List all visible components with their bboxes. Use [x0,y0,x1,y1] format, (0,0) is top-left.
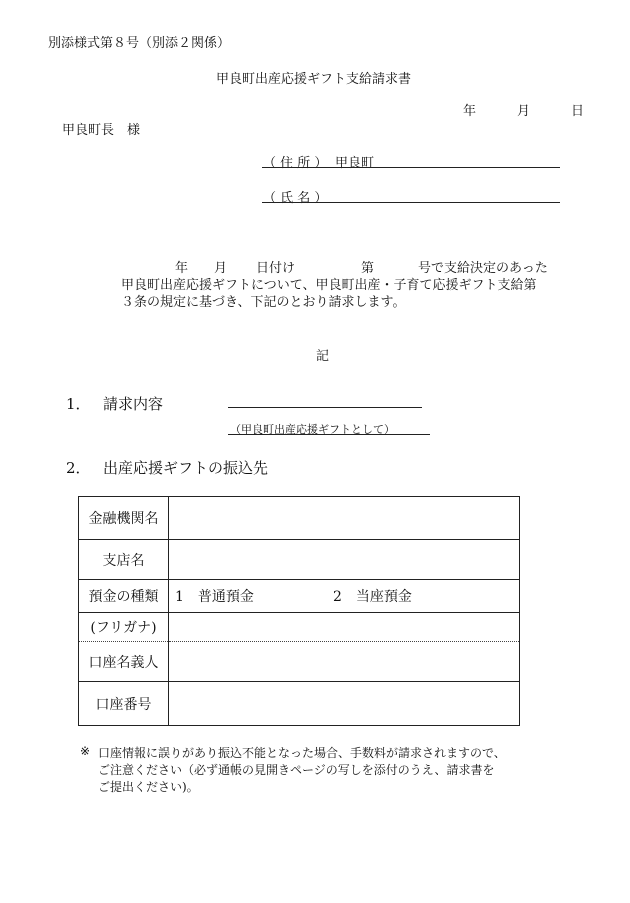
address-value: 甲良町 [335,156,375,171]
account-holder-label: 口座名義人 [79,642,169,682]
section2-label: 出産応援ギフトの振込先 [103,459,269,477]
form-number: 別添様式第８号（別添２関係） [48,36,231,51]
address-label: （ 住 所 ） [263,156,328,171]
section1-label: 請求内容 [103,395,164,413]
date-day: 日 [571,104,585,119]
section1-note-underline [228,434,430,435]
section1-note: （甲良町出産応援ギフトとして） [230,423,395,436]
bank-name-field[interactable] [169,497,520,540]
name-label: （ 氏 名 ） [263,191,328,206]
bank-name-label: 金融機関名 [79,497,169,540]
body-line2: 甲良町出産応援ギフトについて、甲良町出産・子育て応援ギフト支給第 [121,278,537,293]
footnote-line2: ご注意ください（必ず通帳の見開きページの写しを添付のうえ、請求書を [98,763,495,777]
bank-account-table [78,496,520,726]
body-dated: 日付け [256,261,296,276]
body-month: 月 [214,261,228,276]
deposit-option-ordinary[interactable]: 1 普通預金 [175,589,254,605]
furigana-label: (フリガナ) [79,613,169,642]
footnote-line3: ご提出ください)。 [98,780,199,794]
date-year: 年 [463,104,477,119]
form-title: 甲良町出産応援ギフト支給請求書 [216,72,412,87]
deposit-type-field[interactable] [169,580,520,613]
furigana-field[interactable] [169,613,520,642]
body-year: 年 [175,261,189,276]
footnote-line1: 口座情報に誤りがあり振込不能となった場合、手数料が請求されますので、 [98,746,506,760]
addressee: 甲良町長 様 [62,123,141,138]
date-month: 月 [517,104,531,119]
deposit-type-label: 預金の種類 [79,580,169,613]
section1-number: 1． [66,395,91,413]
account-number-field[interactable] [169,682,520,726]
account-holder-field[interactable] [169,642,520,682]
name-line[interactable] [262,202,560,203]
address-line[interactable] [262,167,560,168]
footnote-mark: ※ [80,744,91,758]
body-line3: ３条の規定に基づき、下記のとおり請求します。 [121,295,406,310]
deposit-option-current[interactable]: 2 当座預金 [333,589,412,605]
section2-number: 2． [66,459,91,477]
branch-label: 支店名 [79,540,169,580]
account-number-label: 口座番号 [79,682,169,726]
ki-mark: 記 [316,349,330,364]
branch-field[interactable] [169,540,520,580]
body-no: 第 [361,261,375,276]
request-amount-line[interactable] [228,407,422,408]
body-rest: 号で支給決定のあった [418,261,548,276]
